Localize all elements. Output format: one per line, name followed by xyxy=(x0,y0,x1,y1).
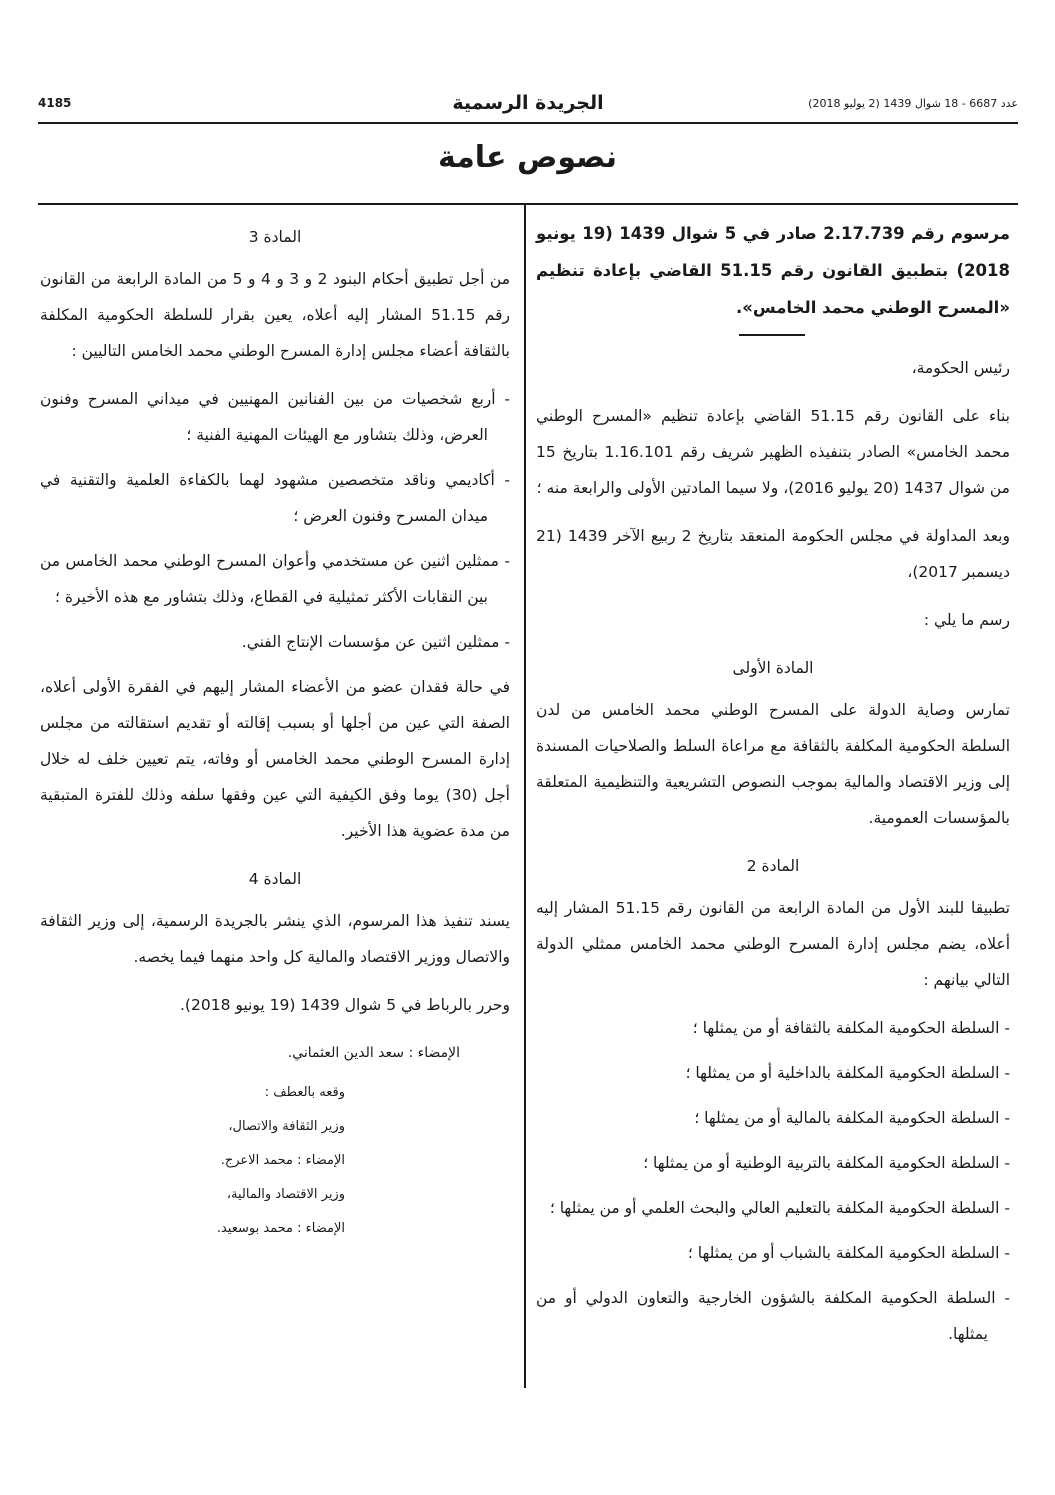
journal-title: الجريدة الرسمية xyxy=(452,92,604,114)
column-divider xyxy=(524,205,526,1388)
article-heading: المادة 3 xyxy=(248,228,302,246)
right-column xyxy=(536,215,1010,1361)
list-item: - أربع شخصيات من بين الفنانين المهنيين في ميداني المسرح وفنون العرض، وذلك بتشاور مع الهيئات المهنية الفنية ؛ xyxy=(40,381,510,453)
list-item: - السلطة الحكومية المكلفة بالتعليم العالي والبحث العلمي أو من يمثلها ؛ xyxy=(536,1190,1010,1226)
decree-title: مرسوم رقم 2.17.739 صادر في 5 شوال 1439 (19 يونيو 2018) بتطبيق القانون رقم 51.15 القاضي بإعادة تنظيم «المسرح الوطني محمد الخامس». xyxy=(536,224,1010,317)
header-rule xyxy=(38,122,1018,124)
page-header xyxy=(38,92,1018,122)
article-text: يسند تنفيذ هذا المرسوم، الذي ينشر بالجريدة الرسمية، إلى وزير الثقافة والاتصال ووزير الاقتصاد والمالية كل واحد منهما فيما يخصه. xyxy=(40,912,510,966)
article-heading: المادة 2 xyxy=(746,857,800,875)
list-item: - السلطة الحكومية المكلفة بالمالية أو من يمثلها ؛ xyxy=(536,1100,1010,1136)
decree-formula: رسم ما يلي : xyxy=(923,611,1010,629)
article-3-list xyxy=(40,381,510,660)
issue-info: عدد 6687 - 18 شوال 1439 (2 يوليو 2018) xyxy=(808,97,1018,110)
article-text: تمارس وصاية الدولة على المسرح الوطني محمد الخامس من لدن السلطة الحكومية المكلفة بالثقافة مع مراعاة السلط والصلاحيات المسندة إلى وزير الاقتصاد والمالية بموجب النصوص التشريعية والتنظيمية المتعلقة بالمؤسسات العمومية. xyxy=(536,701,1010,827)
list-item: - السلطة الحكومية المكلفة بالشباب أو من يمثلها ؛ xyxy=(536,1235,1010,1271)
countersigned-label: وقعه بالعطف : xyxy=(264,1085,345,1100)
list-item: - السلطة الحكومية المكلفة بالداخلية أو من يمثلها ؛ xyxy=(536,1055,1010,1091)
authority-line: رئيس الحكومة، xyxy=(911,359,1010,377)
list-item: - السلطة الحكومية المكلفة بالشؤون الخارجية والتعاون الدولي أو من يمثلها. xyxy=(536,1280,1010,1352)
left-column xyxy=(40,215,510,1253)
list-item: - السلطة الحكومية المكلفة بالتربية الوطنية أو من يمثلها ؛ xyxy=(536,1145,1010,1181)
article-text: في حالة فقدان عضو من الأعضاء المشار إليهم في الفقرة الأولى أعلاه، الصفة التي عين من أجلها أو بسبب إقالته أو تقديم استقالته من مجلس إدارة المسرح الوطني محمد الخامس أو وفاته، يتم تعيين خلف له خلال أجل (30) يوما وفق الكيفية التي عين وفقها سلفه وذلك للفترة المتبقية من مدة عضوية هذا الأخير. xyxy=(40,678,510,840)
article-heading: المادة الأولى xyxy=(732,659,814,677)
prime-minister-signature: الإمضاء : سعد الدين العثماني. xyxy=(287,1045,460,1061)
preamble-paragraph: وبعد المداولة في مجلس الحكومة المنعقد بتاريخ 2 ربيع الآخر 1439 (21 ديسمبر 2017)، xyxy=(536,527,1010,581)
list-item: - ممثلين اثنين عن مؤسسات الإنتاج الفني. xyxy=(40,624,510,660)
section-title: نصوص عامة xyxy=(438,140,617,175)
minister-signature: الإمضاء : محمد بوسعيد. xyxy=(216,1221,345,1236)
minister-signature: الإمضاء : محمد الاعرج. xyxy=(220,1153,345,1168)
minister-title: وزير الاقتصاد والمالية، xyxy=(226,1187,345,1202)
done-at-line: وحرر بالرباط في 5 شوال 1439 (19 يونيو 2018). xyxy=(180,996,510,1014)
article-heading: المادة 4 xyxy=(248,870,302,888)
page-number: 4185 xyxy=(38,96,72,110)
list-item: - ممثلين اثنين عن مستخدمي وأعوان المسرح الوطني محمد الخامس من بين النقابات الأكثر تمثيلية في القطاع، وذلك بتشاور مع هذه الأخيرة ؛ xyxy=(40,543,510,615)
preamble-paragraph: بناء على القانون رقم 51.15 القاضي بإعادة تنظيم «المسرح الوطني محمد الخامس» الصادر بتنفيذه الظهير شريف رقم 1.16.101 بتاريخ 15 من شوال 1437 (20 يوليو 2016)، ولا سيما المادتين الأولى والرابعة منه ؛ xyxy=(536,407,1010,497)
article-text: تطبيقا للبند الأول من المادة الرابعة من القانون رقم 51.15 المشار إليه أعلاه، يضم مجلس إدارة المسرح الوطني محمد الخامس ممثلي الدولة التالي بيانهم : xyxy=(536,899,1010,989)
section-rule xyxy=(38,203,1018,205)
list-item: - أكاديمي وناقد متخصصين مشهود لهما بالكفاءة العلمية والتقنية في ميدان المسرح وفنون العرض ؛ xyxy=(40,462,510,534)
title-separator xyxy=(739,334,805,336)
minister-title: وزير الثقافة والاتصال، xyxy=(228,1119,345,1134)
list-item: - السلطة الحكومية المكلفة بالثقافة أو من يمثلها ؛ xyxy=(536,1010,1010,1046)
article-text: من أجل تطبيق أحكام البنود 2 و 3 و 4 و 5 من المادة الرابعة من القانون رقم 51.15 المشار إليه أعلاه، يعين بقرار للسلطة الحكومية المكلفة بالثقافة أعضاء مجلس إدارة المسرح الوطني محمد الخامس التاليين : xyxy=(40,270,511,360)
article-2-list xyxy=(536,1010,1010,1352)
countersignatures xyxy=(40,1083,510,1239)
